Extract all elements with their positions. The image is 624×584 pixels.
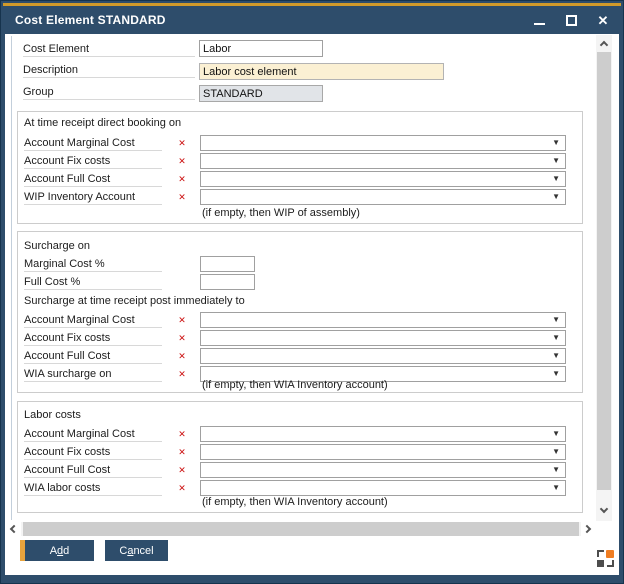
field-label: Account Full Cost: [24, 349, 162, 364]
scroll-down-button[interactable]: [597, 504, 611, 518]
field-label: Account Full Cost: [24, 463, 162, 478]
minimize-button[interactable]: [529, 10, 549, 30]
description-input[interactable]: [199, 63, 444, 80]
row-account-marginal-cost: [24, 135, 576, 152]
section-subheader: Surcharge at time receipt post immediately to: [24, 295, 245, 307]
chevron-down-icon: ▼: [552, 351, 560, 360]
clear-x-icon[interactable]: ✕: [178, 174, 186, 184]
chevron-down-icon: ▼: [552, 192, 560, 201]
cost-element-input[interactable]: [199, 40, 323, 57]
cancel-button[interactable]: Cancel: [105, 540, 168, 561]
section-direct-booking: [17, 111, 583, 224]
add-button[interactable]: Add: [25, 540, 94, 561]
section-hint: (if empty, then WIA Inventory account): [202, 496, 388, 508]
vertical-scrollbar[interactable]: [596, 35, 612, 521]
row-wia-labor-costs: [24, 480, 576, 497]
section-hint: (if empty, then WIA Inventory account): [202, 379, 388, 391]
row-marginal-cost-pct: [24, 256, 576, 273]
field-label: WIP Inventory Account: [24, 190, 162, 205]
account-marginal-cost-dropdown[interactable]: [200, 135, 566, 151]
row-account-full-cost: [24, 348, 576, 365]
section-hint: (if empty, then WIP of assembly): [202, 207, 360, 219]
clear-x-icon[interactable]: ✕: [178, 333, 186, 343]
section-header: At time receipt direct booking on: [24, 117, 182, 129]
field-label: Account Fix costs: [24, 445, 162, 460]
vertical-scroll-thumb[interactable]: [597, 52, 611, 490]
clear-x-icon[interactable]: ✕: [178, 192, 186, 202]
chevron-down-icon: ▼: [552, 483, 560, 492]
field-label: Account Marginal Cost: [24, 136, 162, 151]
grip-corner-bottom-right: [607, 560, 614, 567]
group-input: [199, 85, 323, 102]
row-account-marginal-cost: [24, 312, 576, 329]
form-content: [5, 34, 619, 575]
row-account-marginal-cost: [24, 426, 576, 443]
chevron-down-icon: ▼: [552, 315, 560, 324]
row-account-fix-costs: [24, 153, 576, 170]
clear-x-icon[interactable]: ✕: [178, 315, 186, 325]
row-full-cost-pct: [24, 274, 576, 291]
row-wip-inventory-account: [24, 189, 576, 206]
scroll-left-button[interactable]: [6, 522, 20, 536]
surcharge-account-full-cost-dropdown[interactable]: [200, 348, 566, 364]
labor-account-full-cost-dropdown[interactable]: [200, 462, 566, 478]
group-label: Group: [23, 85, 195, 100]
marginal-cost-pct-input[interactable]: [200, 256, 255, 272]
row-account-fix-costs: [24, 330, 576, 347]
chevron-down-icon: ▼: [552, 465, 560, 474]
surcharge-account-marginal-cost-dropdown[interactable]: [200, 312, 566, 328]
row-account-fix-costs: [24, 444, 576, 461]
grip-orange-square: [606, 550, 614, 558]
horizontal-scroll-thumb[interactable]: [23, 522, 579, 536]
clear-x-icon[interactable]: ✕: [178, 465, 186, 475]
clear-x-icon[interactable]: ✕: [178, 156, 186, 166]
maximize-button[interactable]: [561, 10, 581, 30]
chevron-down-icon: ▼: [552, 369, 560, 378]
chevron-down-icon: ▼: [552, 138, 560, 147]
cost-element-label: Cost Element: [23, 42, 195, 57]
chevron-down-icon: ▼: [552, 333, 560, 342]
horizontal-scrollbar[interactable]: [5, 521, 597, 537]
labor-account-fix-costs-dropdown[interactable]: [200, 444, 566, 460]
field-label: Account Marginal Cost: [24, 313, 162, 328]
clear-x-icon[interactable]: ✕: [178, 369, 186, 379]
chevron-down-icon: ▼: [552, 156, 560, 165]
description-label: Description: [23, 63, 195, 78]
grip-dark-square: [597, 560, 604, 567]
field-label: WIA labor costs: [24, 481, 162, 496]
chevron-down-icon: ▼: [552, 174, 560, 183]
clear-x-icon[interactable]: ✕: [178, 447, 186, 457]
chevron-down-icon: ▼: [552, 429, 560, 438]
form-resize-grip-icon[interactable]: [597, 550, 614, 567]
wia-labor-costs-dropdown[interactable]: [200, 480, 566, 496]
clear-x-icon[interactable]: ✕: [178, 351, 186, 361]
clear-x-icon[interactable]: ✕: [178, 429, 186, 439]
row-account-full-cost: [24, 171, 576, 188]
close-icon: ✕: [597, 12, 609, 28]
grip-corner-top-left: [597, 550, 604, 557]
row-account-full-cost: [24, 462, 576, 479]
scroll-right-button[interactable]: [582, 522, 596, 536]
field-label: WIA surcharge on: [24, 367, 162, 382]
window-title: Cost Element STANDARD: [15, 13, 166, 27]
minimize-icon: [534, 23, 545, 25]
surcharge-account-fix-costs-dropdown[interactable]: [200, 330, 566, 346]
clear-x-icon[interactable]: ✕: [178, 483, 186, 493]
form-left-edge: [11, 36, 12, 520]
section-labor-costs: [17, 401, 583, 513]
full-cost-pct-input[interactable]: [200, 274, 255, 290]
section-header: Surcharge on: [24, 240, 91, 252]
clear-x-icon[interactable]: ✕: [178, 138, 186, 148]
close-button[interactable]: [593, 10, 613, 30]
section-surcharge: [17, 231, 583, 393]
field-label: Full Cost %: [24, 275, 162, 290]
section-header: Labor costs: [24, 409, 81, 421]
maximize-icon: [566, 15, 577, 26]
field-label: Account Fix costs: [24, 331, 162, 346]
field-label: Account Fix costs: [24, 154, 162, 169]
chevron-down-icon: ▼: [552, 447, 560, 456]
titlebar[interactable]: [5, 6, 619, 34]
wip-inventory-account-dropdown[interactable]: [200, 189, 566, 205]
account-fix-costs-dropdown[interactable]: [200, 153, 566, 169]
labor-account-marginal-cost-dropdown[interactable]: [200, 426, 566, 442]
account-full-cost-dropdown[interactable]: [200, 171, 566, 187]
field-label: Marginal Cost %: [24, 257, 162, 272]
field-label: Account Marginal Cost: [24, 427, 162, 442]
scroll-up-button[interactable]: [597, 37, 611, 51]
field-label: Account Full Cost: [24, 172, 162, 187]
